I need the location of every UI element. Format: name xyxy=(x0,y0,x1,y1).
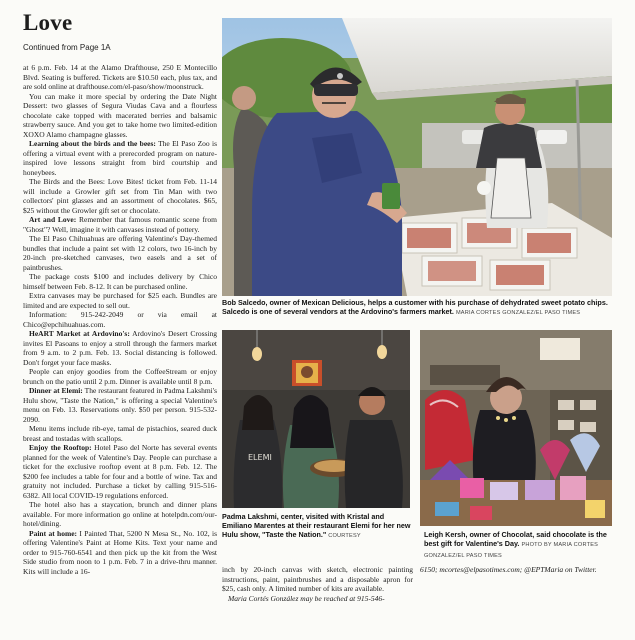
market-credit: MARIA CORTES GONZALEZ/EL PASO TIMES xyxy=(455,310,581,316)
paragraph-text: Information: 915-242-2049 or via email at Chico@epchihuahuas.com. xyxy=(23,310,217,329)
paragraph-text: at 6 p.m. Feb. 14 at the Alamo Drafthouse, 250 E Montecillo Blvd. Seating is buffered. Tickets are $10.50 each, plus tax, and are sold online at drafthouse.com/el-paso/show/moonstruck. xyxy=(23,63,217,91)
article-paragraph xyxy=(23,92,217,140)
article-paragraph xyxy=(23,500,217,529)
continuation-column-1 xyxy=(222,565,413,625)
market-scene-image xyxy=(222,18,612,296)
article-paragraph xyxy=(23,529,217,577)
paragraph-text: You can make it more special by ordering the Date Night Dessert: two glasses of Segura Viudas Cava and a flourless chocolate cake topped with macerated berries and balsamic strawberry sauce. And you get to take home two limited-edition XOXO Alamo champagne glasses. xyxy=(23,91,217,139)
article-paragraph xyxy=(23,139,217,177)
elemi-caption xyxy=(222,512,414,541)
paragraph-text: Hotel Paso del Norte has several events planned for the week of Valentine's Day. People can purchase a ticket for the exclusive rooftop event at 8 p.m. Feb. 12. The $200 fee includes a table for four and a bottle of wine. Tax and gratuity not included. Purchase a ticket by calling 915-516-6382. All local COVID-19 regulations enforced. xyxy=(23,443,217,500)
continuation-text: inch by 20-inch canvas with sketch, electronic painting instructions, paint, paintbrushes and a disposable apron for $25, cash only. A limited number of kits are available. xyxy=(222,565,413,593)
article-paragraph xyxy=(23,367,217,386)
elemi-apron-text: ELEMI xyxy=(248,453,272,462)
article-paragraph xyxy=(23,272,217,291)
chocolat-caption-text: Leigh Kersh, owner of Chocolat, said chocolate is the best gift for Valentine's Day. xyxy=(424,530,607,548)
chocolat-photo xyxy=(420,330,612,526)
subhead-lead: Art and Love: xyxy=(29,215,77,224)
paragraph-text: The Birds and the Bees: Love Bites! ticket from Feb. 11-14 will include a Growler gift set from Tin Man with two collectors' pint glasses and an assortment of chocolates. $65, $25 without the Growler gift set or chocolate. xyxy=(23,177,217,215)
article-column xyxy=(23,63,217,623)
continuation-column-2 xyxy=(420,565,612,625)
continued-label: Continued from Page 1A xyxy=(23,43,111,52)
chocolat-credit: PHOTO BY MARIA CORTES GONZALEZ/EL PASO TIMES xyxy=(424,542,599,559)
paragraph-text: Remember that famous romantic scene from "Ghost"? Well, imagine it with canvases instead of pottery. xyxy=(23,215,217,234)
article-paragraph xyxy=(23,329,217,367)
article-paragraph xyxy=(23,291,217,310)
elemi-group-image xyxy=(222,330,410,508)
chocolat-caption xyxy=(424,530,612,561)
article-paragraph xyxy=(23,386,217,424)
subhead-lead: HeART Market at Ardovino's: xyxy=(29,329,130,338)
article-paragraph xyxy=(23,177,217,215)
market-photo xyxy=(222,18,612,296)
article-paragraph xyxy=(23,234,217,272)
article-paragraph xyxy=(23,443,217,500)
paragraph-text: People can enjoy goodies from the CoffeeStream or enjoy brunch on the patio until 2 p.m. Dinner is available until 8 p.m. xyxy=(23,367,217,386)
paragraph-text: The El Paso Chihuahuas are offering Valentine's Day-themed bundles that include a paint set with 12 colors, two 16-inch by 20-inch pre-sketched canvases, two easels and a set of paintbrushes. xyxy=(23,234,217,272)
subhead-lead: Enjoy the Rooftop: xyxy=(29,443,92,452)
subhead-lead: Dinner at Elemi: xyxy=(29,386,83,395)
article-paragraph xyxy=(23,63,217,92)
elemi-caption-text: Padma Lakshmi, center, visited with Kristal and Emiliano Marentes at their restaurant Elemi for her new Hulu show, "Taste the Nation." xyxy=(222,512,411,539)
elemi-photo xyxy=(222,330,410,508)
market-caption-text: Bob Salcedo, owner of Mexican Delicious, helps a customer with his purchase of dehydrated sweet potato chips. Salcedo is one of several vendors at the Ardovino's farmers market. xyxy=(222,298,608,316)
paragraph-text: Ardovino's Desert Crossing invites El Pasoans to enjoy a stroll through the farmers market from 9 a.m. to 2 p.m. Feb. 13. Social distancing is followed. Don't forget your face masks. xyxy=(23,329,217,367)
paragraph-text: Extra canvases may be purchased for $25 each. Bundles are limited and are expected to sell out. xyxy=(23,291,217,310)
article-paragraph xyxy=(23,215,217,234)
headline: Love xyxy=(23,10,73,35)
paragraph-text: The package costs $100 and includes delivery by Chico himself between Feb. 8-12. It can be purchased online. xyxy=(23,272,217,291)
paragraph-text: The restaurant featured in Padma Lakshmi's Hulu show, "Taste the Nation," is offering a special Valentine's menu on Feb. 13. Reservations only. $50 per person. 915-532-2090. xyxy=(23,386,217,424)
article-paragraph xyxy=(23,310,217,329)
paragraph-text: I Painted That, 5200 N Mesa St., No. 102, is offering Valentine's Paint at Home Kits. Text your name and order to 915-760-6541 and then pick up the kit from the West Side studio from noon to 1 p.m. Feb. 7 in a drive-thru manner. Kits will include a 16- xyxy=(23,528,217,576)
market-caption xyxy=(222,298,612,318)
article-paragraph xyxy=(23,424,217,443)
paragraph-text: The El Paso Zoo is offering a virtual event with a prerecorded program on nature-inspired love lessons straight from bird courtship and honeybees. xyxy=(23,139,217,177)
subhead-lead: Paint at home: xyxy=(29,528,78,538)
author-signature-2: 6150; mcortes@elpasotimes.com; @EPTMaria on Twitter. xyxy=(420,565,597,574)
paragraph-text: Menu items include rib-eye, tamal de pistachios, seared duck breast and tostadas with scallops. xyxy=(23,424,217,443)
elemi-credit: COURTESY xyxy=(328,533,361,539)
author-signature-1: Maria Cortés González may be reached at 915-546- xyxy=(228,593,385,603)
chocolat-shop-image xyxy=(420,330,612,526)
subhead-lead: Learning about the birds and the bees: xyxy=(29,139,156,148)
paragraph-text: The hotel also has a staycation, brunch and dinner plans available. For more information go online at hotelpdn.com/our-hotel/dining. xyxy=(23,500,217,528)
